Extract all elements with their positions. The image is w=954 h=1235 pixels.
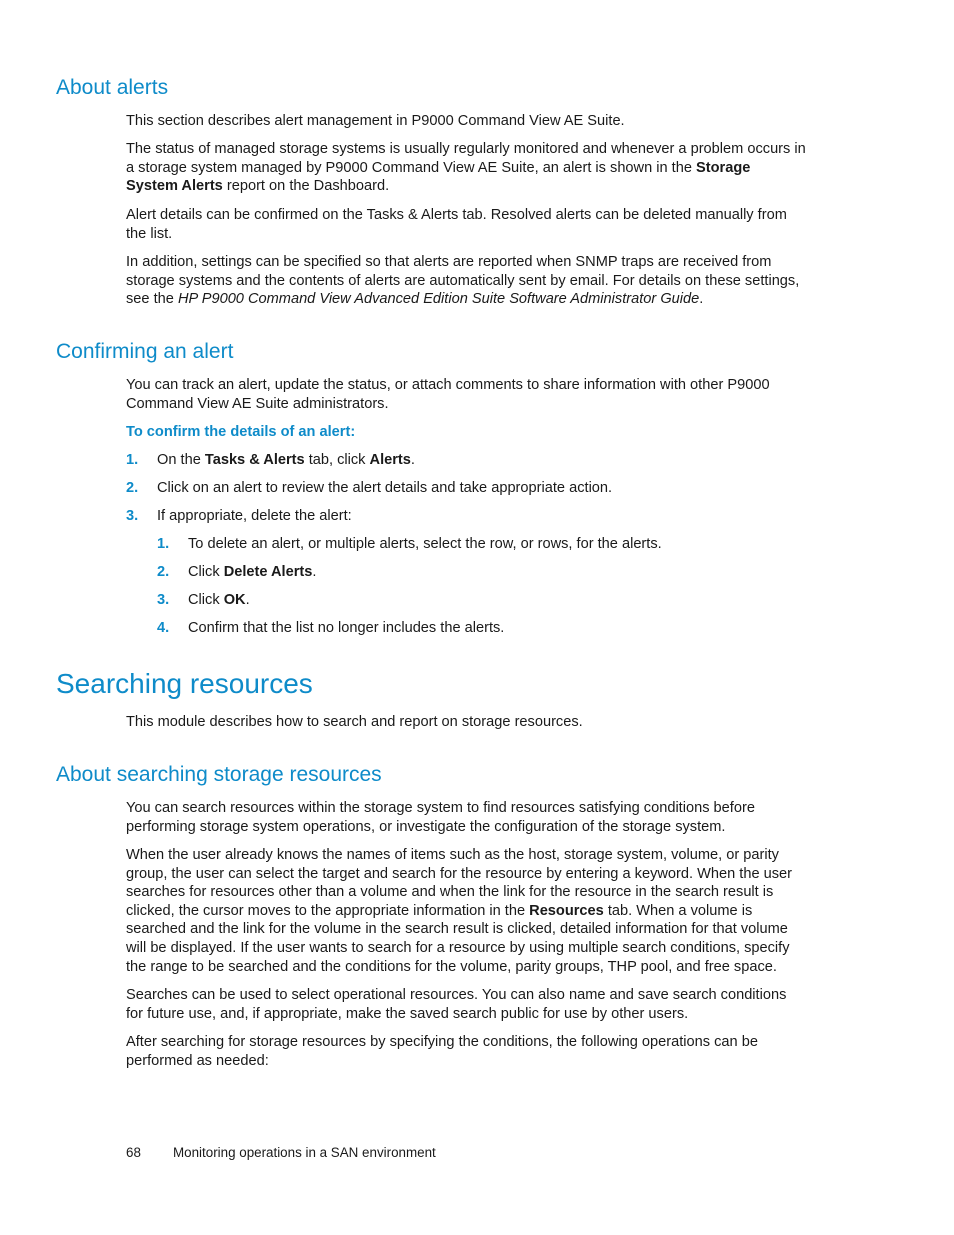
bold-term: Storage System Alerts <box>126 159 751 195</box>
paragraph: When the user already knows the names of items such as the host, storage system, volume, or parity group, the user can select the target and search for the resource by entering a keyword. When the user searches for resources other than a volume and when the link for the resource in the search result is clicked, the cursor moves to the appropriate information in the Resources tab. When a volume is searched and the link for the volume in the search result is clicked, detailed information for that volume will be displayed. If the user wants to search for a resource by using multiple search conditions, specify the range to be searched and the conditions for the volume, parity groups, THP pool, and free space. <box>126 847 793 975</box>
paragraph: In addition, settings can be specified so that alerts are reported when SNMP traps are received from storage systems and the contents of alerts are automatically sent by email. For details on these settings, see the HP P9000 Command View Advanced Edition Suite Software Administrator Guide. <box>126 254 800 308</box>
footer-title: Monitoring operations in a SAN environment <box>173 1145 436 1160</box>
heading-searching-resources: Searching resources <box>56 668 313 699</box>
paragraph: Alert details can be confirmed on the Tasks & Alerts tab. Resolved alerts can be deleted manually from the list. <box>126 207 787 242</box>
paragraph: After searching for storage resources by specifying the conditions, the following operations can be performed as needed: <box>126 1034 758 1069</box>
paragraph: Searches can be used to select operational resources. You can also name and save search conditions for future use, and, if appropriate, make the saved search public for use by other users. <box>126 987 787 1022</box>
page-number: 68 <box>126 1145 141 1160</box>
heading-confirming-alert: Confirming an alert <box>56 340 234 363</box>
bold-term: Resources <box>529 902 604 919</box>
italic-guide-title: HP P9000 Command View Advanced Edition Suite Software Administrator Guide <box>177 291 700 308</box>
paragraph: This module describes how to search and report on storage resources. <box>126 714 583 730</box>
heading-about-alerts: About alerts <box>56 76 169 99</box>
paragraph: This section describes alert management in P9000 Command View AE Suite. <box>126 113 625 129</box>
paragraph: The status of managed storage systems is usually regularly monitored and whenever a problem occurs in a storage system managed by P9000 Command View AE Suite, an alert is shown in the Storage System Alerts report on the Dashboard. <box>126 141 806 195</box>
paragraph: You can search resources within the storage system to find resources satisfying conditions before performing storage system operations, or investigate the configuration of the storage system. <box>126 800 755 835</box>
document-page: About alerts This section describes alert management in P9000 Command View AE Suite. The status of managed storage systems is usually regularly monitored and whenever a problem occurs in a storage system managed by P9000 Command View AE Suite, an alert is shown in the Storage System Alerts report on the Dashboard. Alert details can be confirmed on the Tasks & Alerts tab. Resolved alerts can be deleted manually from the list. In addition, settings can be specified so that alerts are reported when SNMP traps are received from storage systems and the contents of alerts are automatically sent by email. For details on these settings, see the HP P9000 Command View Advanced Edition Suite Software Administrator Guide. Confirming an alert You can track an alert, update the status, or attach comments to share information with other P9000 Command View AE Suite administrators. To confirm the details of an alert: 1. On the Tasks & Alerts tab, click Alerts. 2. Click on an alert to review the alert details and take appropriate action. 3. If appropriate, delete the alert: 1. To delete an alert, or multiple alerts, select the row, or rows, for the alerts. 2. Click Delete Alerts. 3. Click OK. 4. Confirm that the list no longer includes the alerts. Searching resources This module describes how to search and report on storage resources. About searching storage resources You can search resources within the storage system to find resources satisfying conditions before performing storage system operations, or investigate the configuration of the storage system. When the user already knows the names of items such as the host, storage system, volume, or parity group, the user can select the target and search for the resource by entering a keyword. When the user searches for resources other than a volume and when the link for the resource in the search result is clicked, the cursor moves to the appropriate information in the Resources tab. When a volume is searched and the link for the volume in the search result is clicked, detailed information for that volume will be displayed. If the user wants to search for a resource by using multiple search conditions, specify the range to be searched and the conditions for the volume, parity groups, THP pool, and free space. Searches can be used to select operational resources. You can also name and save search conditions for future use, and, if appropriate, make the saved search public for use by other users. After searching for storage resources by specifying the conditions, the following operations can be performed as needed: 68 Monitoring operations in a SAN environment <box>56 76 806 1160</box>
procedure-title: To confirm the details of an alert: <box>126 424 356 440</box>
paragraph: You can track an alert, update the status, or attach comments to share information with other P9000 Command View AE Suite administrators. <box>126 377 770 412</box>
heading-about-searching: About searching storage resources <box>56 763 382 786</box>
